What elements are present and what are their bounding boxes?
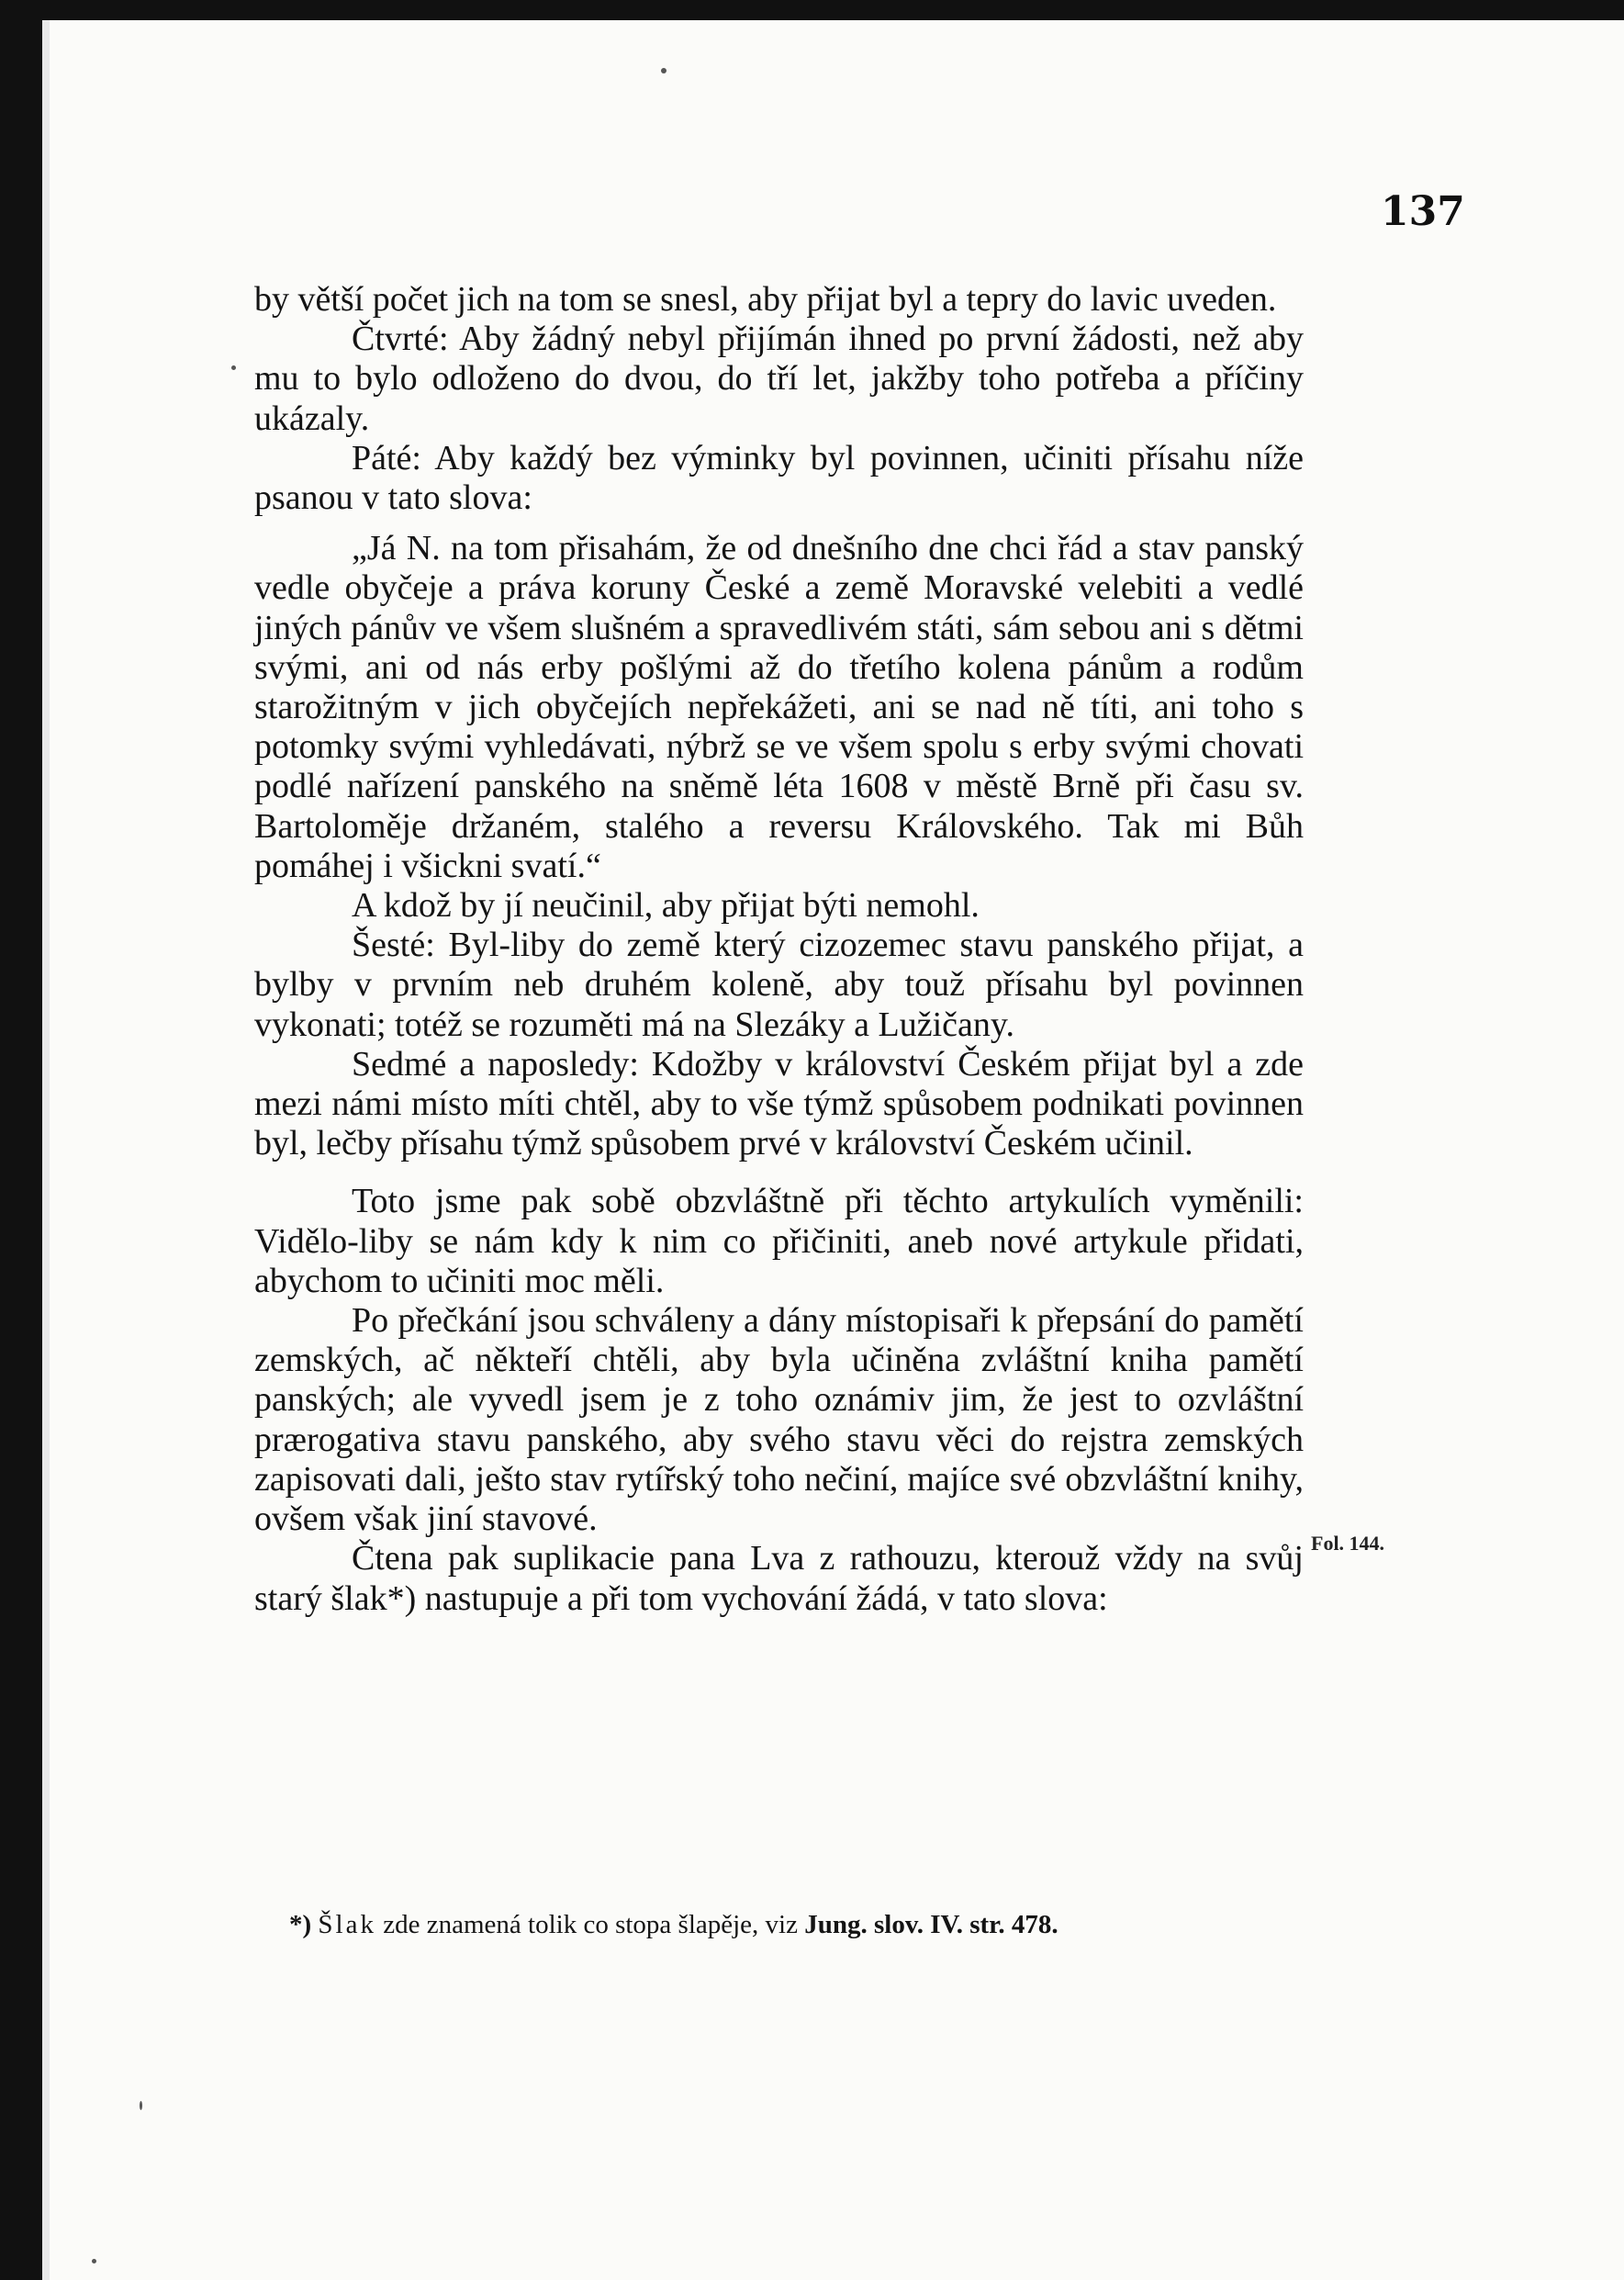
scan-left-border: [0, 0, 42, 2280]
scan-top-border: [0, 0, 1624, 20]
page-number: 137: [1381, 188, 1465, 235]
body-text: [254, 280, 1304, 1619]
footnote-mark: *): [289, 1910, 312, 1939]
scan-speck: [92, 2259, 96, 2263]
footnote-reference: Jung. slov. IV. str. 478.: [804, 1910, 1058, 1939]
paragraph-reservation: Toto jsme pak sobě obzvláštně při těchto artykulích vyměnili: Vidělo-liby se nám kdy k nim co přičiniti, aneb nové artykule přidati, abychom to učiniti moc měli.: [254, 1182, 1304, 1300]
paragraph-supplication: Čtena pak suplikacie pana Lva z rathouzu, kterouž vždy na svůj starý šlak*) nastupuje a při tom vychování žádá, v tato slova:: [254, 1539, 1304, 1618]
scan-speck: [661, 68, 666, 73]
footnote: [289, 1910, 1299, 1940]
paragraph-oath-refusal: A kdož by jí neučinil, aby přijat býti nemohl.: [352, 886, 980, 926]
margin-folio-note: Fol. 144.: [1311, 1532, 1385, 1555]
scan-speck: [231, 365, 236, 370]
scan-left-edge-shadow: [42, 20, 50, 2280]
paragraph-approval: Po přečkání jsou schváleny a dány místopisaři k přepsání do pamětí zemských, ač někteří chtěli, aby byla učiněna zvláštní kniha pamětí panských; ale vyvedl jsem je z toho oznámiv jim, že jest to ozvláštní prærogativa stavu panského, aby svého stavu věci do rejstra zemských zapisovati dali, ješto stav rytířský toho nečiní, majíce své obzvláštní knihy, ovšem však jiní stavové.: [254, 1301, 1304, 1539]
footnote-text: zde znamená tolik co stopa šlapěje, viz: [375, 1910, 805, 1939]
scan-speck: [140, 2101, 142, 2110]
paragraph-fifth-article: Páté: Aby každý bez výminky byl povinnen, učiniti přísahu níže psanou v tato slova:: [254, 438, 1304, 518]
footnote-term: Šlak: [318, 1910, 376, 1939]
paragraph-fourth-article: Čtvrté: Aby žádný nebyl přijímán ihned po první žádosti, než aby mu to bylo odloženo do dvou, do tří let, jakžby toho potřeba a příčiny ukázaly.: [254, 320, 1304, 438]
paragraph-oath-text: „Já N. na tom přisahám, že od dnešního dne chci řád a stav panský vedle obyčeje a práva koruny České a země Moravské velebiti a vedlé jiných pánův ve všem slušném a spravedlivém státi, sám sebou ani s dětmi svými, ani od nás erby pošlými až do třetího kolena pánům a rodům starožitným v jich obyčejích nepřekážeti, ani se nad ně títi, ani toho s potomky svými vyhledávati, nýbrž se ve všem spolu s erby svými chovati podlé nařízení panského na sněmě léta 1608 v městě Brně při času sv. Bartoloměje držaném, stalého a reversu Královského. Tak mi Bůh pomáhej i všickni svatí.“: [254, 529, 1304, 885]
paragraph-seventh-article: Sedmé a naposledy: Kdožby v království Českém přijat byl a zde mezi námi místo míti chtěl, aby to vše týmž spůsobem podnikati povinnen byl, lečby přísahu týmž spůsobem prvé v království Českém učinil.: [254, 1044, 1304, 1163]
paragraph-sixth-article: Šesté: Byl-liby do země který cizozemec stavu panského přijat, a bylby v prvním neb druhém koleně, aby touž přísahu byl povinnen vykonati; totéž se rozuměti má na Slezáky a Lužičany.: [254, 926, 1304, 1044]
paragraph-continuation: by větší počet jich na tom se snesl, aby přijat byl a tepry do lavic uveden.: [254, 280, 1277, 319]
